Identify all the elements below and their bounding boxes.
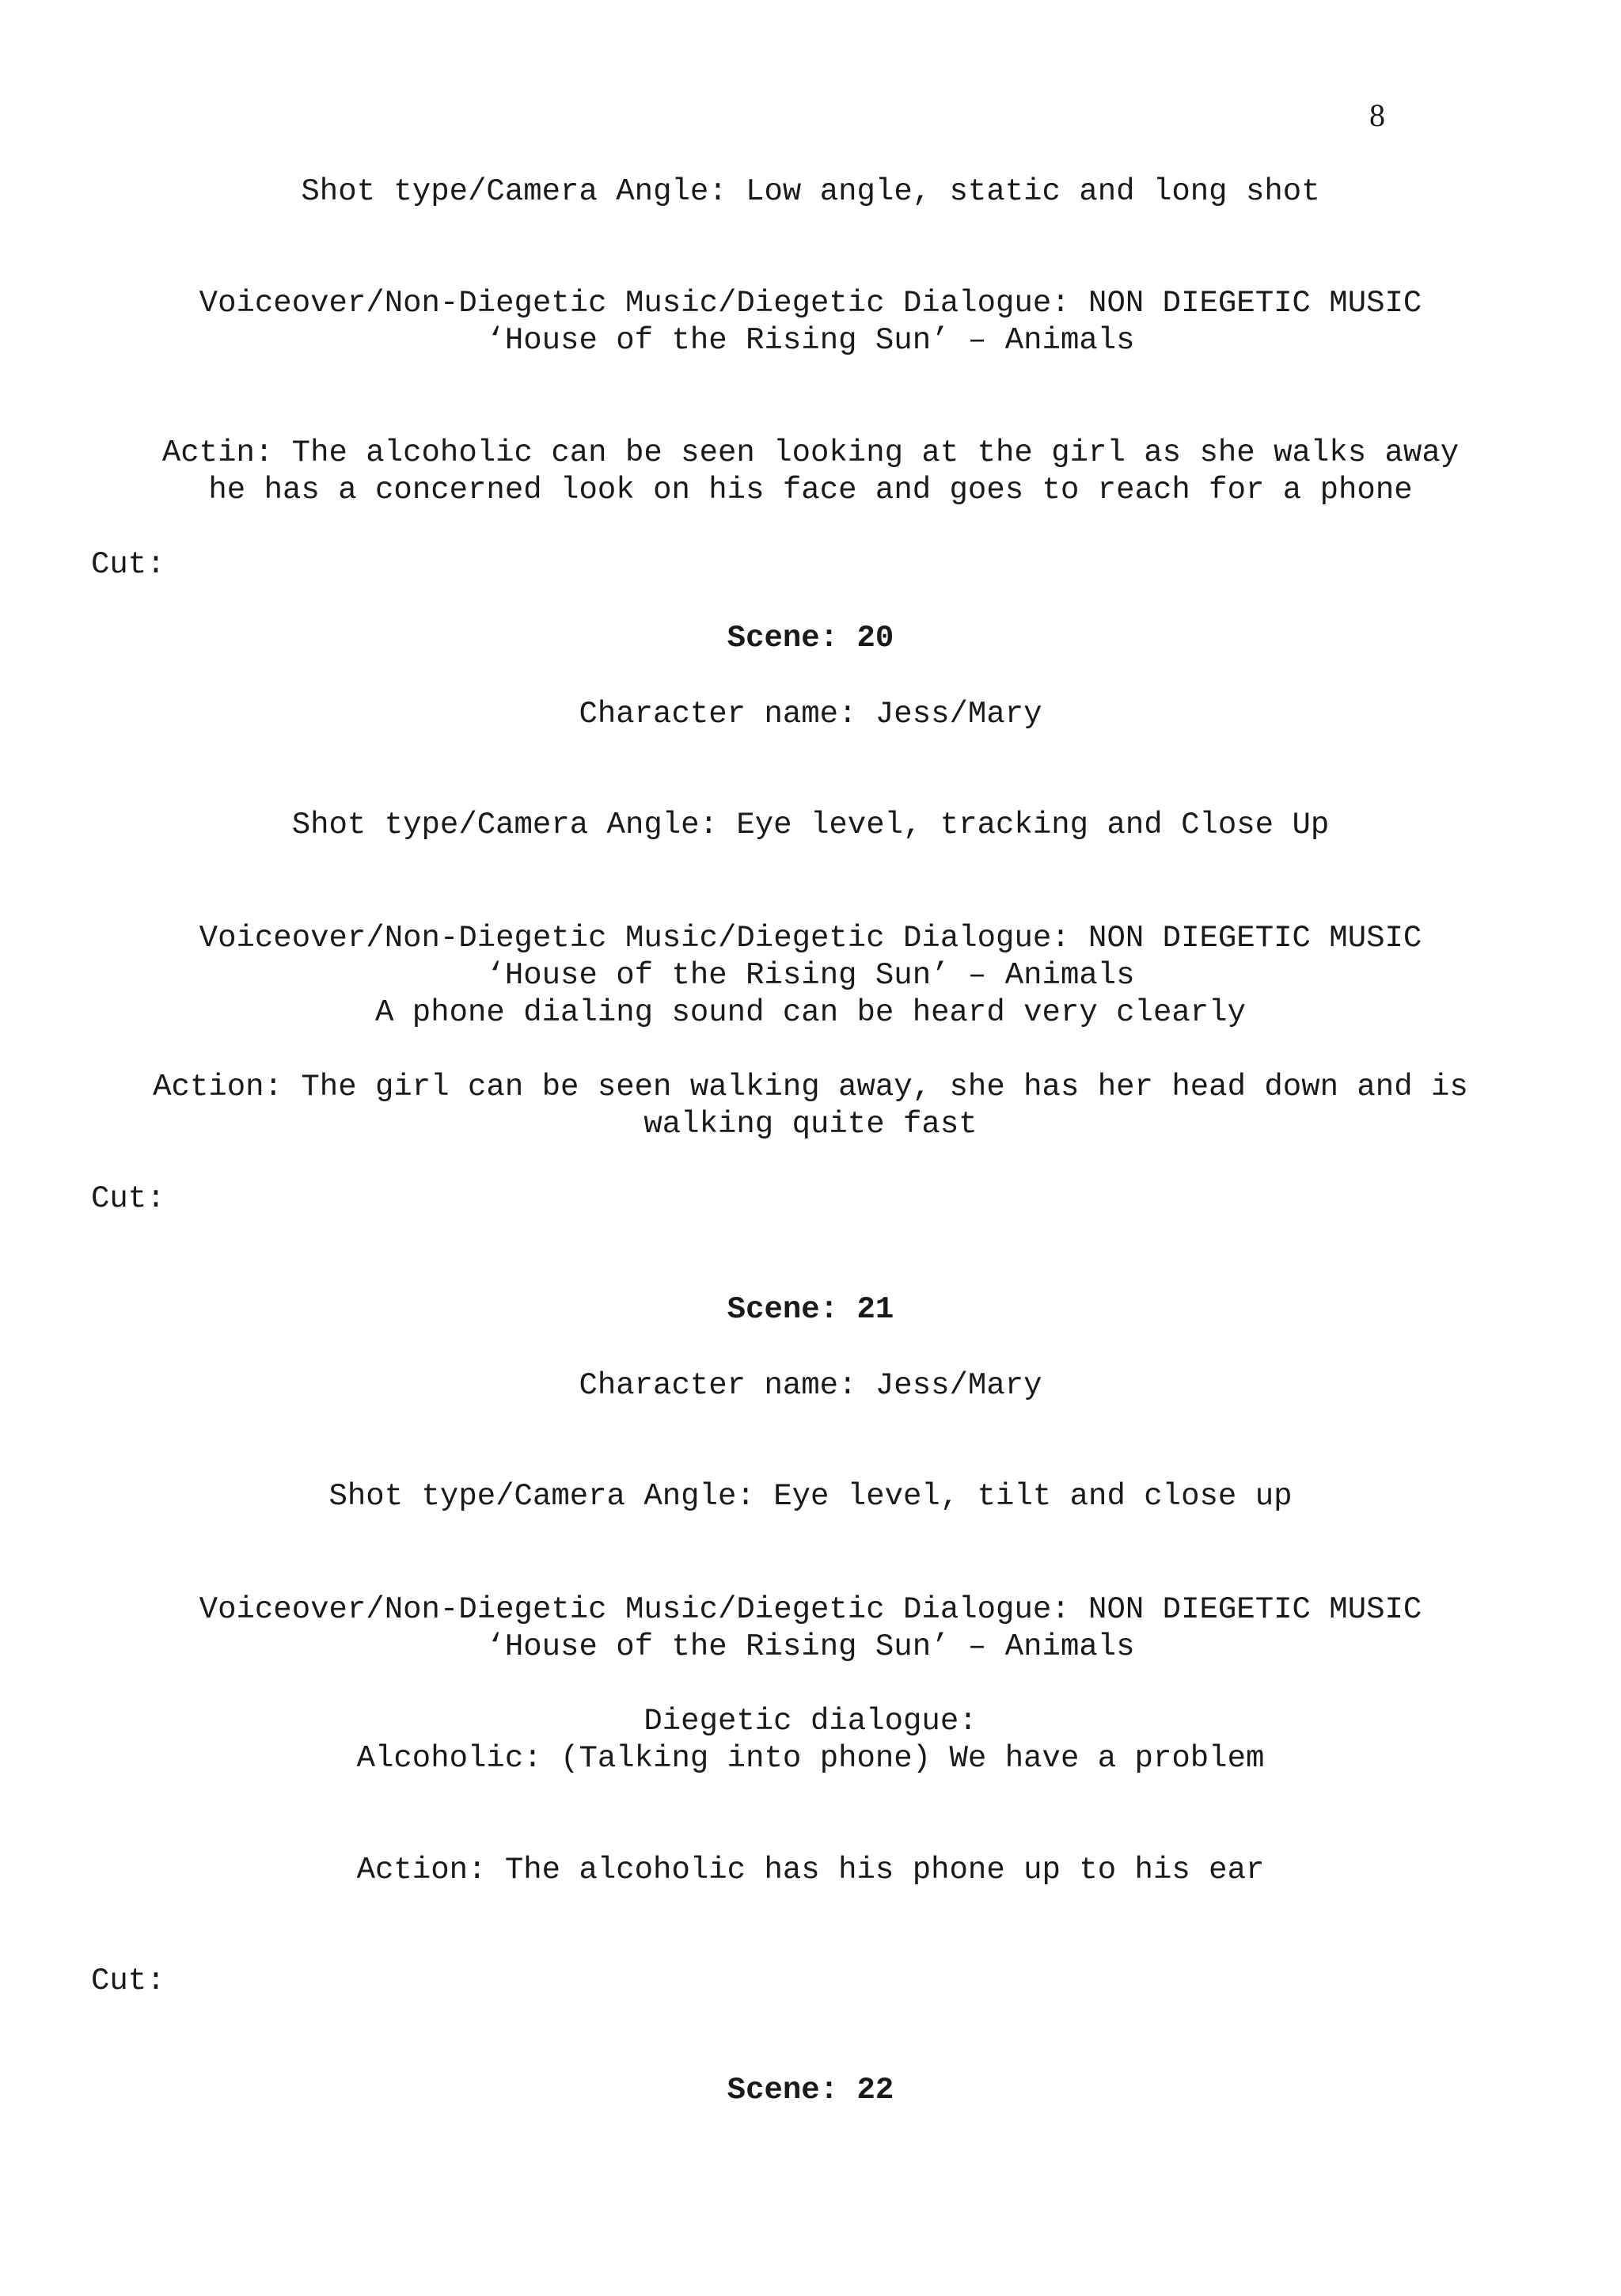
audio-line: Voiceover/Non-Diegetic Music/Diegetic Dialogue: NON DIEGETIC MUSIC xyxy=(199,921,1422,956)
shot-type-line: Shot type/Camera Angle: Low angle, static and long shot xyxy=(301,174,1320,209)
audio-line: Voiceover/Non-Diegetic Music/Diegetic Dialogue: NON DIEGETIC MUSIC xyxy=(199,286,1422,321)
scene-heading: Scene: 20 xyxy=(727,621,894,656)
action-line: Action: The girl can be seen walking away, she has her head down and is xyxy=(153,1070,1468,1104)
character-name-line: Character name: Jess/Mary xyxy=(579,697,1042,732)
scene-heading: Scene: 22 xyxy=(727,2073,894,2108)
page-number: 8 xyxy=(1369,97,1385,133)
music-title-line: ‘House of the Rising Sun’ – Animals xyxy=(486,323,1135,358)
music-title-line: ‘House of the Rising Sun’ – Animals xyxy=(486,958,1135,993)
action-line: Actin: The alcoholic can be seen looking at the girl as she walks away xyxy=(161,435,1460,470)
character-name-line: Character name: Jess/Mary xyxy=(579,1368,1042,1403)
cut-label: Cut: xyxy=(91,1963,165,1998)
shot-type-line: Shot type/Camera Angle: Eye level, tracking and Close Up xyxy=(291,808,1330,842)
sound-effect-line: A phone dialing sound can be heard very clearly xyxy=(375,995,1246,1030)
shot-type-line: Shot type/Camera Angle: Eye level, tilt and close up xyxy=(328,1479,1293,1514)
cut-label: Cut: xyxy=(91,547,165,582)
dialogue-line: Alcoholic: (Talking into phone) We have a problem xyxy=(356,1741,1265,1776)
action-line: Action: The alcoholic has his phone up to his ear xyxy=(356,1853,1265,1887)
cut-label: Cut: xyxy=(91,1181,165,1216)
audio-line: Voiceover/Non-Diegetic Music/Diegetic Dialogue: NON DIEGETIC MUSIC xyxy=(199,1592,1422,1627)
diegetic-dialogue-label: Diegetic dialogue: xyxy=(643,1704,978,1739)
action-line-continued: walking quite fast xyxy=(643,1107,978,1142)
scene-heading: Scene: 21 xyxy=(727,1292,894,1327)
music-title-line: ‘House of the Rising Sun’ – Animals xyxy=(486,1629,1135,1664)
action-line-continued: he has a concerned look on his face and goes to reach for a phone xyxy=(208,473,1413,507)
